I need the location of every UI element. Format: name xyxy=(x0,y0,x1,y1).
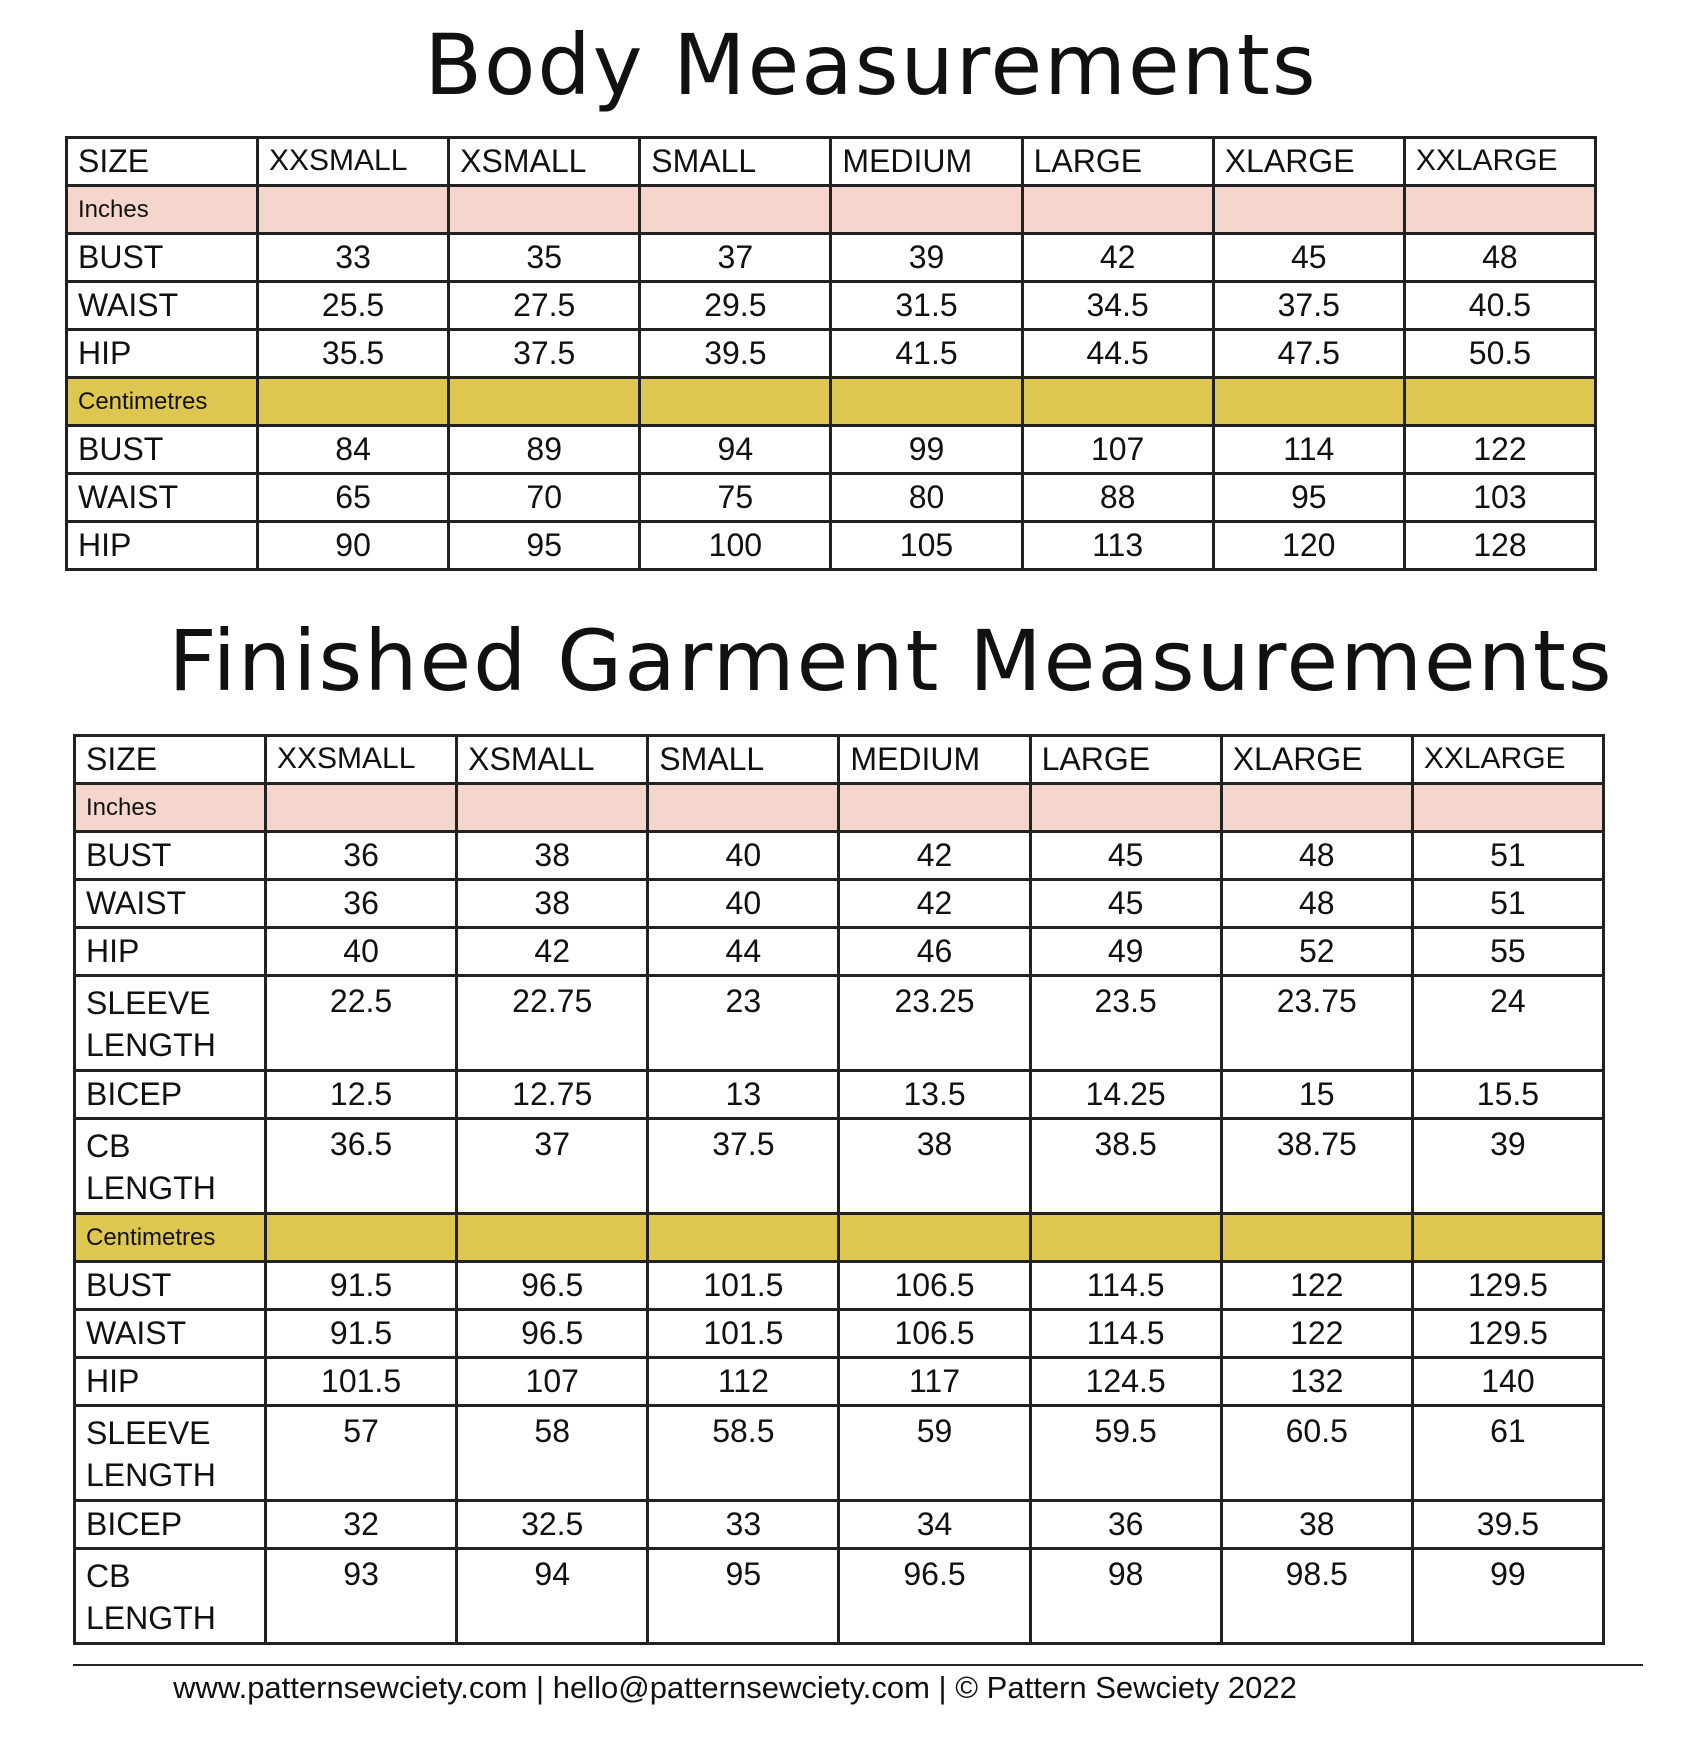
size-header-xsmall: XSMALL xyxy=(449,138,640,186)
value-cell: 33 xyxy=(258,234,449,282)
value-cell: 38.5 xyxy=(1030,1119,1221,1214)
row-label: WAIST xyxy=(67,474,258,522)
value-cell: 96.5 xyxy=(839,1549,1030,1644)
row-label: HIP xyxy=(75,928,266,976)
table-row xyxy=(75,1358,1604,1406)
row-label: BUST xyxy=(67,234,258,282)
value-cell: 55 xyxy=(1412,928,1603,976)
value-cell: 25.5 xyxy=(258,282,449,330)
value-cell: 38.75 xyxy=(1221,1119,1412,1214)
value-cell: 23 xyxy=(648,976,839,1071)
value-cell: 94 xyxy=(640,426,831,474)
value-cell: 51 xyxy=(1412,880,1603,928)
row-label: HIP xyxy=(67,330,258,378)
section-row-centimetres xyxy=(67,378,1596,426)
section-fill-cell xyxy=(648,784,839,832)
row-label: BUST xyxy=(75,832,266,880)
size-header-xxlarge: XXLARGE xyxy=(1412,736,1603,784)
table-row xyxy=(75,1071,1604,1119)
size-header: SIZE xyxy=(67,138,258,186)
row-label: WAIST xyxy=(75,1310,266,1358)
section-fill-cell xyxy=(648,1214,839,1262)
section-fill-cell xyxy=(258,186,449,234)
value-cell: 88 xyxy=(1022,474,1213,522)
value-cell: 40.5 xyxy=(1404,282,1595,330)
header-row xyxy=(75,736,1604,784)
value-cell: 22.5 xyxy=(266,976,457,1071)
value-cell: 103 xyxy=(1404,474,1595,522)
row-label: WAIST xyxy=(75,880,266,928)
value-cell: 52 xyxy=(1221,928,1412,976)
size-header-xxsmall: XXSMALL xyxy=(258,138,449,186)
value-cell: 91.5 xyxy=(266,1262,457,1310)
value-cell: 46 xyxy=(839,928,1030,976)
table-row xyxy=(67,234,1596,282)
size-header: SIZE xyxy=(75,736,266,784)
value-cell: 48 xyxy=(1221,832,1412,880)
garment-measurements-title: Finished Garment Measurements xyxy=(168,612,1614,710)
value-cell: 48 xyxy=(1221,880,1412,928)
value-cell: 36 xyxy=(266,880,457,928)
value-cell: 42 xyxy=(839,832,1030,880)
section-fill-cell xyxy=(449,186,640,234)
value-cell: 80 xyxy=(831,474,1022,522)
value-cell: 35 xyxy=(449,234,640,282)
value-cell: 140 xyxy=(1412,1358,1603,1406)
value-cell: 65 xyxy=(258,474,449,522)
section-fill-cell xyxy=(839,784,1030,832)
table-row xyxy=(75,976,1604,1071)
section-fill-cell xyxy=(1412,784,1603,832)
section-fill-cell xyxy=(457,1214,648,1262)
table-row xyxy=(75,1549,1604,1644)
table-row xyxy=(67,282,1596,330)
value-cell: 23.5 xyxy=(1030,976,1221,1071)
value-cell: 47.5 xyxy=(1213,330,1404,378)
value-cell: 40 xyxy=(648,880,839,928)
table-row xyxy=(67,522,1596,570)
value-cell: 122 xyxy=(1221,1262,1412,1310)
section-fill-cell xyxy=(1221,784,1412,832)
section-label: Centimetres xyxy=(67,378,258,426)
row-label: WAIST xyxy=(67,282,258,330)
body-measurements-table xyxy=(65,136,1597,571)
value-cell: 70 xyxy=(449,474,640,522)
value-cell: 124.5 xyxy=(1030,1358,1221,1406)
value-cell: 27.5 xyxy=(449,282,640,330)
value-cell: 15 xyxy=(1221,1071,1412,1119)
value-cell: 13.5 xyxy=(839,1071,1030,1119)
value-cell: 100 xyxy=(640,522,831,570)
row-label: BUST xyxy=(75,1262,266,1310)
section-fill-cell xyxy=(449,378,640,426)
value-cell: 22.75 xyxy=(457,976,648,1071)
value-cell: 122 xyxy=(1404,426,1595,474)
value-cell: 36.5 xyxy=(266,1119,457,1214)
table-row xyxy=(67,426,1596,474)
footer-contact: www.patternsewciety.com | hello@patternsewciety.com | © Pattern Sewciety 2022 xyxy=(173,1670,1297,1705)
value-cell: 95 xyxy=(1213,474,1404,522)
section-fill-cell xyxy=(457,784,648,832)
value-cell: 40 xyxy=(648,832,839,880)
value-cell: 75 xyxy=(640,474,831,522)
value-cell: 32 xyxy=(266,1501,457,1549)
value-cell: 38 xyxy=(1221,1501,1412,1549)
table-row xyxy=(67,330,1596,378)
value-cell: 114.5 xyxy=(1030,1310,1221,1358)
value-cell: 41.5 xyxy=(831,330,1022,378)
table-row xyxy=(75,832,1604,880)
value-cell: 101.5 xyxy=(266,1358,457,1406)
size-header-xsmall: XSMALL xyxy=(457,736,648,784)
value-cell: 99 xyxy=(831,426,1022,474)
table-row xyxy=(75,1501,1604,1549)
value-cell: 37.5 xyxy=(449,330,640,378)
value-cell: 45 xyxy=(1030,832,1221,880)
value-cell: 39 xyxy=(1412,1119,1603,1214)
section-fill-cell xyxy=(1022,378,1213,426)
value-cell: 23.25 xyxy=(839,976,1030,1071)
value-cell: 24 xyxy=(1412,976,1603,1071)
section-fill-cell xyxy=(1221,1214,1412,1262)
value-cell: 34.5 xyxy=(1022,282,1213,330)
size-header-large: LARGE xyxy=(1022,138,1213,186)
value-cell: 96.5 xyxy=(457,1262,648,1310)
table-row xyxy=(75,1119,1604,1214)
value-cell: 39.5 xyxy=(640,330,831,378)
value-cell: 38 xyxy=(457,880,648,928)
value-cell: 98.5 xyxy=(1221,1549,1412,1644)
value-cell: 95 xyxy=(449,522,640,570)
value-cell: 38 xyxy=(457,832,648,880)
value-cell: 36 xyxy=(266,832,457,880)
section-fill-cell xyxy=(1404,186,1595,234)
value-cell: 99 xyxy=(1412,1549,1603,1644)
row-label: SLEEVE LENGTH xyxy=(75,976,266,1071)
value-cell: 107 xyxy=(457,1358,648,1406)
value-cell: 29.5 xyxy=(640,282,831,330)
value-cell: 32.5 xyxy=(457,1501,648,1549)
table-row xyxy=(75,1310,1604,1358)
value-cell: 45 xyxy=(1030,880,1221,928)
section-fill-cell xyxy=(1213,186,1404,234)
value-cell: 42 xyxy=(839,880,1030,928)
size-header-xxsmall: XXSMALL xyxy=(266,736,457,784)
value-cell: 51 xyxy=(1412,832,1603,880)
value-cell: 129.5 xyxy=(1412,1310,1603,1358)
footer-divider xyxy=(73,1664,1643,1666)
value-cell: 129.5 xyxy=(1412,1262,1603,1310)
value-cell: 35.5 xyxy=(258,330,449,378)
size-header-medium: MEDIUM xyxy=(839,736,1030,784)
value-cell: 42 xyxy=(1022,234,1213,282)
value-cell: 14.25 xyxy=(1030,1071,1221,1119)
value-cell: 60.5 xyxy=(1221,1406,1412,1501)
section-fill-cell xyxy=(1412,1214,1603,1262)
value-cell: 107 xyxy=(1022,426,1213,474)
section-fill-cell xyxy=(1030,784,1221,832)
value-cell: 61 xyxy=(1412,1406,1603,1501)
section-fill-cell xyxy=(640,378,831,426)
value-cell: 101.5 xyxy=(648,1310,839,1358)
section-fill-cell xyxy=(839,1214,1030,1262)
header-row xyxy=(67,138,1596,186)
value-cell: 12.75 xyxy=(457,1071,648,1119)
value-cell: 58.5 xyxy=(648,1406,839,1501)
section-fill-cell xyxy=(1030,1214,1221,1262)
table-row xyxy=(75,880,1604,928)
body-measurements-title: Body Measurements xyxy=(424,16,1318,114)
value-cell: 96.5 xyxy=(457,1310,648,1358)
size-header-medium: MEDIUM xyxy=(831,138,1022,186)
value-cell: 39 xyxy=(831,234,1022,282)
value-cell: 89 xyxy=(449,426,640,474)
size-header-xxlarge: XXLARGE xyxy=(1404,138,1595,186)
value-cell: 117 xyxy=(839,1358,1030,1406)
value-cell: 34 xyxy=(839,1501,1030,1549)
value-cell: 106.5 xyxy=(839,1310,1030,1358)
row-label: SLEEVE LENGTH xyxy=(75,1406,266,1501)
value-cell: 31.5 xyxy=(831,282,1022,330)
value-cell: 93 xyxy=(266,1549,457,1644)
garment-measurements-table xyxy=(73,734,1605,1645)
value-cell: 40 xyxy=(266,928,457,976)
value-cell: 49 xyxy=(1030,928,1221,976)
row-label: BICEP xyxy=(75,1501,266,1549)
value-cell: 42 xyxy=(457,928,648,976)
table-row xyxy=(75,1406,1604,1501)
row-label: CB LENGTH xyxy=(75,1549,266,1644)
section-fill-cell xyxy=(640,186,831,234)
value-cell: 37 xyxy=(640,234,831,282)
section-row-inches xyxy=(67,186,1596,234)
value-cell: 37.5 xyxy=(648,1119,839,1214)
value-cell: 112 xyxy=(648,1358,839,1406)
value-cell: 98 xyxy=(1030,1549,1221,1644)
section-label: Centimetres xyxy=(75,1214,266,1262)
value-cell: 15.5 xyxy=(1412,1071,1603,1119)
section-fill-cell xyxy=(831,378,1022,426)
value-cell: 105 xyxy=(831,522,1022,570)
row-label: CB LENGTH xyxy=(75,1119,266,1214)
size-header-xlarge: XLARGE xyxy=(1221,736,1412,784)
value-cell: 23.75 xyxy=(1221,976,1412,1071)
section-fill-cell xyxy=(266,784,457,832)
value-cell: 122 xyxy=(1221,1310,1412,1358)
section-label: Inches xyxy=(75,784,266,832)
value-cell: 48 xyxy=(1404,234,1595,282)
section-fill-cell xyxy=(1022,186,1213,234)
table-row xyxy=(75,1262,1604,1310)
value-cell: 44.5 xyxy=(1022,330,1213,378)
value-cell: 50.5 xyxy=(1404,330,1595,378)
row-label: BUST xyxy=(67,426,258,474)
value-cell: 44 xyxy=(648,928,839,976)
row-label: BICEP xyxy=(75,1071,266,1119)
value-cell: 59.5 xyxy=(1030,1406,1221,1501)
value-cell: 128 xyxy=(1404,522,1595,570)
value-cell: 101.5 xyxy=(648,1262,839,1310)
row-label: HIP xyxy=(67,522,258,570)
value-cell: 58 xyxy=(457,1406,648,1501)
value-cell: 37.5 xyxy=(1213,282,1404,330)
section-fill-cell xyxy=(1213,378,1404,426)
section-fill-cell xyxy=(831,186,1022,234)
value-cell: 106.5 xyxy=(839,1262,1030,1310)
size-header-xlarge: XLARGE xyxy=(1213,138,1404,186)
table-row xyxy=(75,928,1604,976)
value-cell: 113 xyxy=(1022,522,1213,570)
value-cell: 132 xyxy=(1221,1358,1412,1406)
value-cell: 120 xyxy=(1213,522,1404,570)
row-label: HIP xyxy=(75,1358,266,1406)
value-cell: 90 xyxy=(258,522,449,570)
value-cell: 37 xyxy=(457,1119,648,1214)
value-cell: 39.5 xyxy=(1412,1501,1603,1549)
section-fill-cell xyxy=(1404,378,1595,426)
value-cell: 114.5 xyxy=(1030,1262,1221,1310)
value-cell: 38 xyxy=(839,1119,1030,1214)
value-cell: 114 xyxy=(1213,426,1404,474)
value-cell: 95 xyxy=(648,1549,839,1644)
size-header-large: LARGE xyxy=(1030,736,1221,784)
section-fill-cell xyxy=(266,1214,457,1262)
value-cell: 12.5 xyxy=(266,1071,457,1119)
section-label: Inches xyxy=(67,186,258,234)
value-cell: 59 xyxy=(839,1406,1030,1501)
value-cell: 91.5 xyxy=(266,1310,457,1358)
value-cell: 57 xyxy=(266,1406,457,1501)
table-row xyxy=(67,474,1596,522)
section-row-centimetres xyxy=(75,1214,1604,1262)
value-cell: 84 xyxy=(258,426,449,474)
value-cell: 36 xyxy=(1030,1501,1221,1549)
section-fill-cell xyxy=(258,378,449,426)
value-cell: 13 xyxy=(648,1071,839,1119)
value-cell: 33 xyxy=(648,1501,839,1549)
section-row-inches xyxy=(75,784,1604,832)
value-cell: 45 xyxy=(1213,234,1404,282)
value-cell: 94 xyxy=(457,1549,648,1644)
size-header-small: SMALL xyxy=(648,736,839,784)
size-header-small: SMALL xyxy=(640,138,831,186)
